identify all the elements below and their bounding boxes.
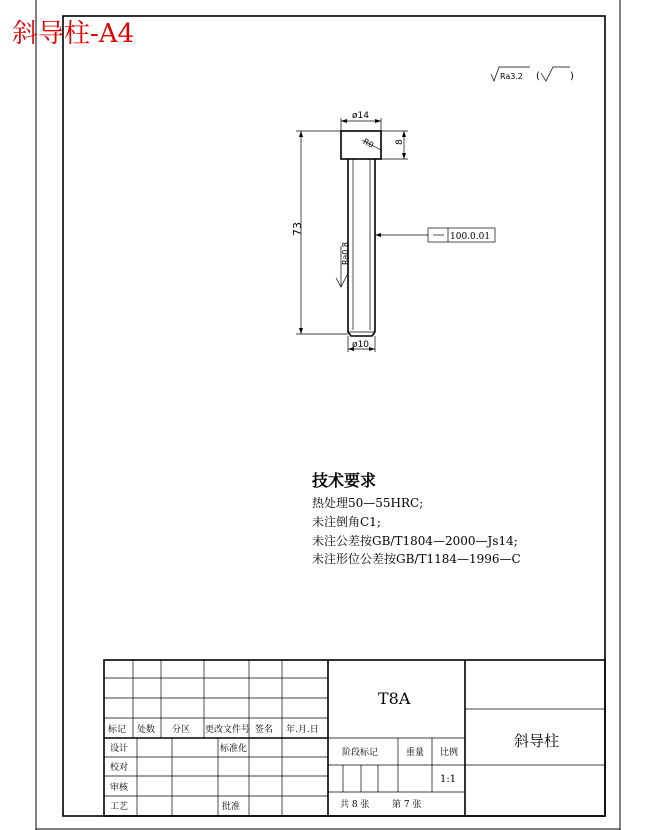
tb-label-change-doc: 更改文件号 (205, 725, 251, 735)
title-block (104, 660, 605, 816)
surface-roughness: Ra0.8 (341, 241, 350, 265)
dim-head-diameter: ø14 (352, 111, 369, 121)
tb-label-review: 审核 (110, 783, 129, 793)
part-view (291, 111, 495, 352)
dim-head-height: 8 (395, 139, 405, 145)
tb-label-weight: 重量 (406, 748, 425, 758)
tb-sheet-number: 第 7 张 (392, 800, 422, 810)
tb-label-standardize: 标准化 (220, 744, 248, 754)
tb-label-mark: 标记 (108, 725, 127, 735)
arrow-left-icon (375, 233, 381, 237)
roughness-symbol-other-icon (541, 67, 570, 81)
tb-sheet-total: 共 8 张 (340, 800, 370, 810)
pillar-end-chamfer (348, 332, 375, 336)
tb-label-signature: 签名 (255, 725, 274, 735)
tb-label-stage-mark: 阶段标记 (342, 748, 379, 758)
dim-overall-length: 73 (291, 222, 304, 236)
roughness-paren-open: ( (536, 71, 540, 82)
tb-label-process: 工艺 (110, 802, 129, 812)
arrow-right-icon (375, 119, 381, 123)
sheet-title: 斜导柱-A4 (12, 19, 135, 49)
tech-requirement-line: 未注公差按GB/T1804—2000—Js14; (312, 534, 518, 548)
roughness-symbol-icon (336, 275, 347, 287)
arrow-up-icon (402, 131, 406, 137)
tb-label-design: 设计 (110, 744, 129, 754)
tb-label-count: 处数 (137, 725, 156, 735)
dim-pin-diameter: ø10 (352, 340, 369, 350)
tb-scale-value: 1:1 (440, 774, 457, 785)
arrow-down-icon (402, 153, 406, 159)
arrow-up-icon (299, 131, 303, 137)
dim-head-radius: R0 (361, 136, 376, 150)
tech-requirements-heading: 技术要求 (312, 471, 377, 490)
tech-requirement-line: 未注倒角C1; (312, 515, 381, 529)
tolerance-value: 100.0.01 (450, 232, 491, 242)
drawing-border (63, 16, 605, 816)
tb-label-check: 校对 (110, 763, 129, 773)
tb-part-name: 斜导柱 (514, 732, 560, 750)
roughness-main-value: Ra3.2 (500, 72, 524, 81)
pillar-head (341, 131, 381, 159)
arrow-left-icon (341, 119, 347, 123)
arrow-right-icon (369, 347, 375, 351)
tb-label-scale: 比例 (440, 748, 459, 758)
roughness-paren-close: ) (570, 71, 574, 82)
tech-requirement-line: 未注形位公差按GB/T1184—1996—C (312, 552, 521, 566)
tb-material: T8A (378, 689, 411, 708)
tb-label-zone: 分区 (172, 725, 191, 735)
tb-label-date: 年.月.日 (286, 725, 319, 735)
tech-requirements (311, 471, 521, 566)
roughness-note (491, 67, 574, 82)
arrow-down-icon (299, 328, 303, 334)
tb-label-approve: 批准 (222, 802, 241, 812)
tech-requirement-line: 热处理50—55HRC; (312, 496, 424, 510)
